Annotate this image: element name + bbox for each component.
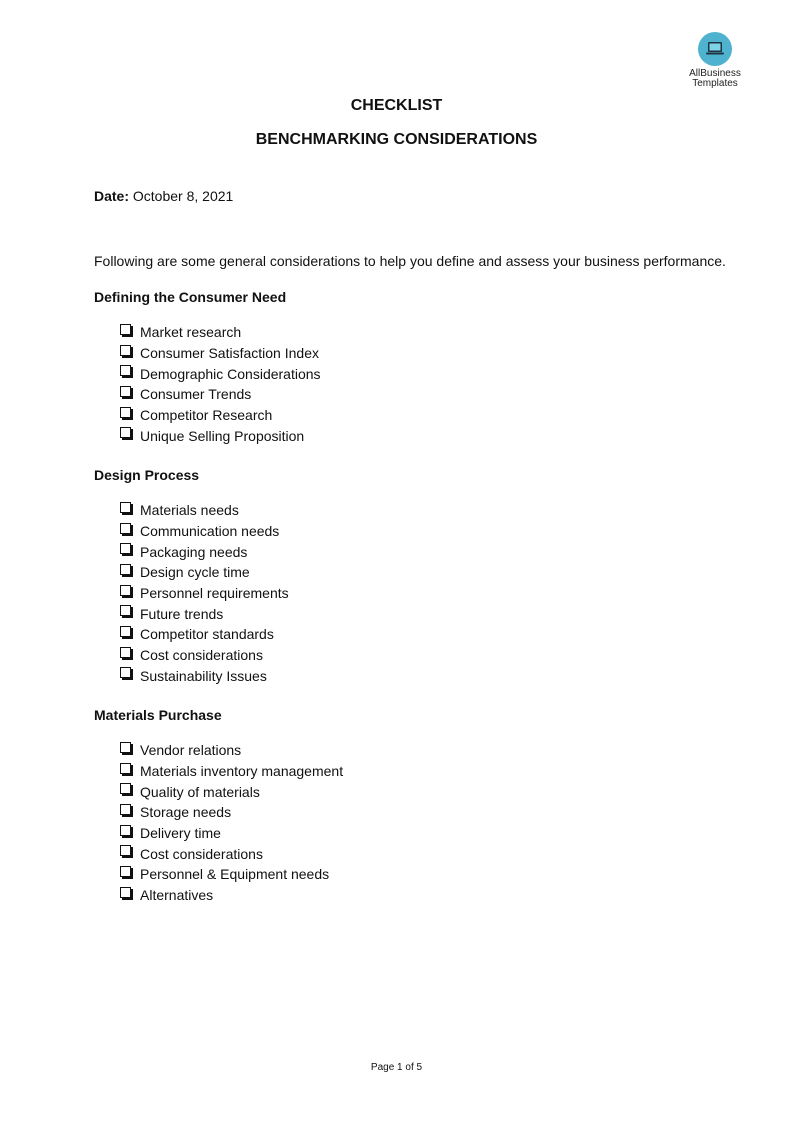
checklist-item[interactable] bbox=[120, 521, 289, 542]
checkbox-icon[interactable] bbox=[120, 667, 131, 678]
checklist-item[interactable] bbox=[120, 603, 289, 624]
checkbox-icon[interactable] bbox=[120, 742, 131, 753]
checklist-item[interactable] bbox=[120, 843, 343, 864]
checklist-item-label: Sustainability Issues bbox=[140, 667, 267, 684]
checklist-item[interactable] bbox=[120, 541, 289, 562]
checkbox-icon[interactable] bbox=[120, 763, 131, 774]
checkbox-icon[interactable] bbox=[120, 365, 131, 376]
checklist-item-label: Future trends bbox=[140, 605, 224, 622]
checklist-item[interactable] bbox=[120, 562, 289, 583]
checkbox-icon[interactable] bbox=[120, 427, 131, 438]
checkbox-icon[interactable] bbox=[120, 825, 131, 836]
checklist-item[interactable] bbox=[120, 645, 289, 666]
checklist-item[interactable] bbox=[120, 885, 343, 906]
checklist-item[interactable] bbox=[120, 405, 321, 426]
checklist-item[interactable] bbox=[120, 500, 289, 521]
checklist-item-label: Demographic Considerations bbox=[140, 365, 321, 382]
checklist-item-label: Consumer Trends bbox=[140, 386, 252, 403]
page-title: CHECKLIST bbox=[350, 97, 443, 114]
checklist-item-label: Storage needs bbox=[140, 804, 232, 821]
checkbox-icon[interactable] bbox=[120, 804, 131, 815]
checklist-item-label: Cost considerations bbox=[140, 647, 263, 664]
checklist-item[interactable] bbox=[120, 802, 343, 823]
checkbox-icon[interactable] bbox=[120, 626, 131, 637]
checklist-item-label: Competitor Research bbox=[140, 407, 273, 424]
checklist-item-label: Market research bbox=[140, 324, 242, 341]
section-heading-consumer-need: Defining the Consumer Need bbox=[94, 289, 287, 305]
checkbox-icon[interactable] bbox=[120, 783, 131, 794]
checkbox-icon[interactable] bbox=[120, 407, 131, 418]
checklist-item-label: Cost considerations bbox=[140, 845, 263, 862]
checklist-item-label: Materials needs bbox=[140, 502, 239, 519]
checklist-item-label: Design cycle time bbox=[140, 564, 250, 581]
checklist-item[interactable] bbox=[120, 583, 289, 604]
checkbox-icon[interactable] bbox=[120, 866, 131, 877]
checklist-item[interactable] bbox=[120, 322, 321, 343]
checklist-item-label: Communication needs bbox=[140, 523, 280, 540]
checklist-item[interactable] bbox=[120, 864, 343, 885]
checkbox-icon[interactable] bbox=[120, 605, 131, 616]
checklist-item-label: Consumer Satisfaction Index bbox=[140, 345, 319, 362]
checkbox-icon[interactable] bbox=[120, 647, 131, 658]
checkbox-icon[interactable] bbox=[120, 502, 131, 513]
checklist-item-label: Delivery time bbox=[140, 825, 221, 842]
checklist-item[interactable] bbox=[120, 781, 343, 802]
checkbox-icon[interactable] bbox=[120, 585, 131, 596]
checklist-item[interactable] bbox=[120, 823, 343, 844]
section-heading-design-process: Design Process bbox=[94, 467, 200, 483]
checklist-item-label: Alternatives bbox=[140, 887, 214, 904]
checklist-item[interactable] bbox=[120, 666, 289, 687]
intro-paragraph: Following are some general considerations to help you define and assess your business performance. bbox=[94, 253, 726, 269]
logo-badge bbox=[698, 32, 732, 66]
checkbox-icon[interactable] bbox=[120, 324, 131, 335]
checklist-item-label: Personnel & Equipment needs bbox=[140, 866, 330, 883]
checklist-item[interactable] bbox=[120, 761, 343, 782]
checklist-item[interactable] bbox=[120, 384, 321, 405]
logo-text-line1: AllBusiness bbox=[689, 68, 741, 79]
checklist-item[interactable] bbox=[120, 740, 343, 761]
logo-text-line2: Templates bbox=[692, 78, 738, 89]
checklist-item-label: Quality of materials bbox=[140, 783, 260, 800]
checkbox-icon[interactable] bbox=[120, 386, 131, 397]
checkbox-icon[interactable] bbox=[120, 345, 131, 356]
checklist-design-process bbox=[120, 500, 289, 686]
date-label: Date: bbox=[94, 188, 130, 204]
checkbox-icon[interactable] bbox=[120, 523, 131, 534]
logo bbox=[680, 32, 750, 89]
checklist-item[interactable] bbox=[120, 363, 321, 384]
checklist-item-label: Competitor standards bbox=[140, 626, 274, 643]
page-subtitle: BENCHMARKING CONSIDERATIONS bbox=[255, 131, 538, 148]
laptop-icon bbox=[705, 40, 725, 58]
checklist-item-label: Unique Selling Proposition bbox=[140, 427, 305, 444]
checklist-materials-purchase bbox=[120, 740, 343, 906]
page-footer: Page 1 of 5 bbox=[370, 1062, 423, 1073]
checklist-item-label: Vendor relations bbox=[140, 742, 242, 759]
checklist-item[interactable] bbox=[120, 425, 321, 446]
checklist-item-label: Materials inventory management bbox=[140, 763, 344, 780]
checklist-item-label: Packaging needs bbox=[140, 543, 248, 560]
checklist-item[interactable] bbox=[120, 343, 321, 364]
checklist-item[interactable] bbox=[120, 624, 289, 645]
checkbox-icon[interactable] bbox=[120, 543, 131, 554]
checklist-consumer-need bbox=[120, 322, 321, 446]
section-heading-materials-purchase: Materials Purchase bbox=[94, 707, 222, 723]
checkbox-icon[interactable] bbox=[120, 845, 131, 856]
date-line bbox=[94, 188, 233, 204]
checklist-item-label: Personnel requirements bbox=[140, 585, 289, 602]
checkbox-icon[interactable] bbox=[120, 564, 131, 575]
checkbox-icon[interactable] bbox=[120, 887, 131, 898]
date-value: October 8, 2021 bbox=[132, 188, 234, 204]
